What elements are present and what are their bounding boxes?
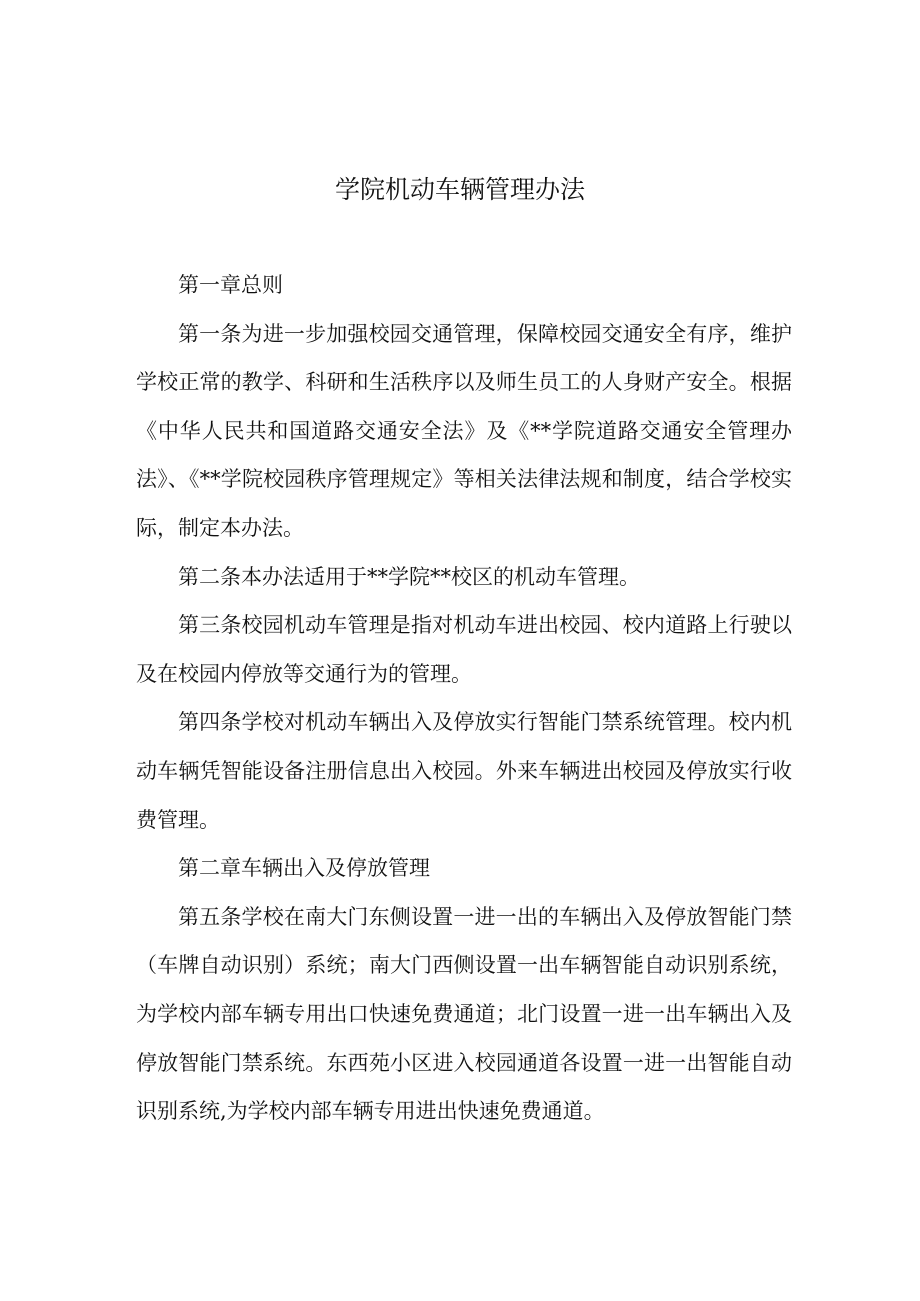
document-title: 学院机动车辆管理办法 — [334, 175, 585, 204]
article-2: 第二条本办法适用于**学院**校区的机动车管理。 — [178, 564, 640, 589]
article-3: 第三条校园机动车管理是指对机动车进出校园、校内道路上行驶以及在校园内停放等交通行为的管理。 — [136, 613, 792, 686]
article-5: 第五条学校在南大门东侧设置一进一出的车辆出入及停放智能门禁（车牌自动识别）系统；南大门西侧设置一出车辆智能自动识别系统，为学校内部车辆专用出口快速免费通道；北门设置一进一出车辆出入及停放智能门禁系统。东西苑小区进入校园通道各设置一进一出智能自动识别系统,为学校内部车辆专用进出快速免费通道。 — [136, 904, 792, 1124]
chapter-heading-2: 第二章车辆出入及停放管理 — [178, 856, 430, 881]
article-4: 第四条学校对机动车辆出入及停放实行智能门禁系统管理。校内机动车辆凭智能设备注册信息出入校园。外来车辆进出校园及停放实行收费管理。 — [136, 710, 792, 832]
article-1: 第一条为进一步加强校园交通管理，保障校园交通安全有序，维护学校正常的教学、科研和生活秩序以及师生员工的人身财产安全。根据《中华人民共和国道路交通安全法》及《**学院道路交通安全管理办法》、《**学院校园秩序管理规定》等相关法律法规和制度，结合学校实际，制定本办法。 — [136, 321, 792, 540]
document-body — [136, 261, 792, 1136]
chapter-heading-1: 第一章总则 — [178, 273, 283, 297]
